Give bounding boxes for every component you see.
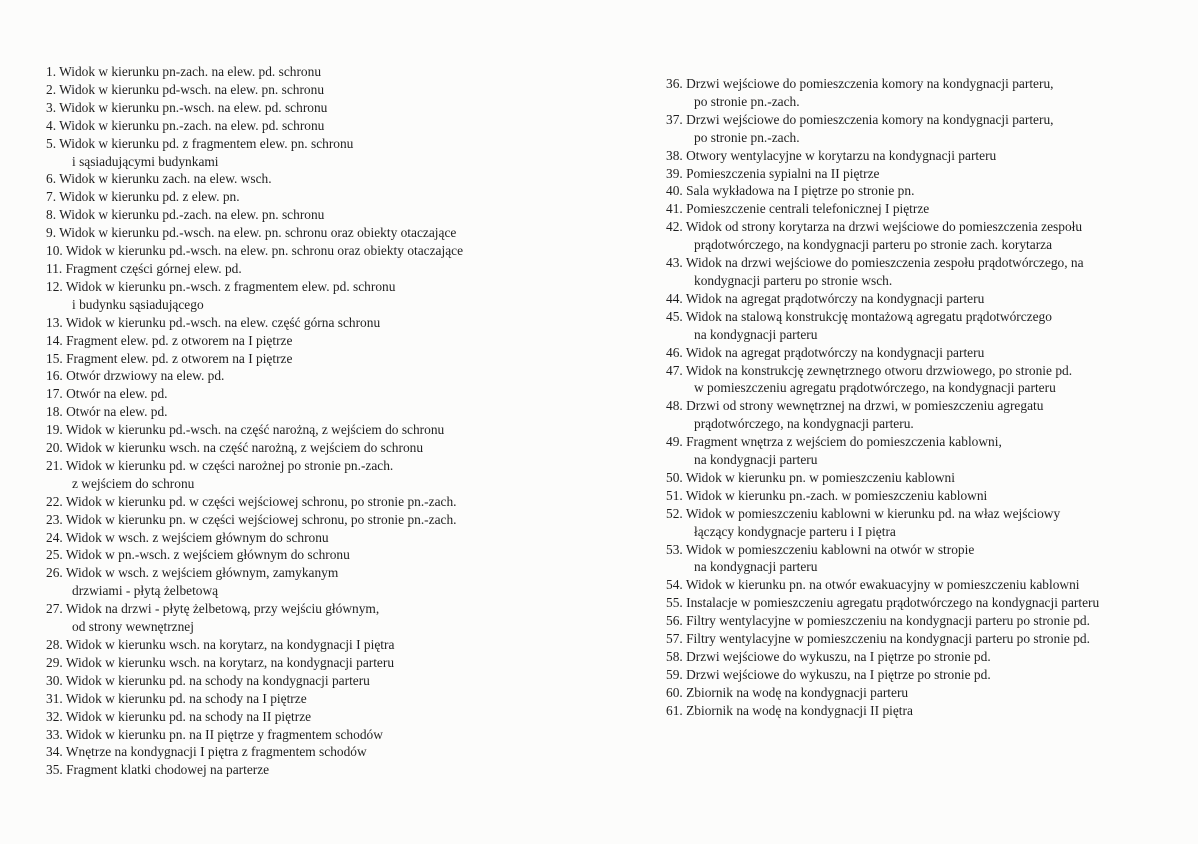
item-number: 28.	[46, 637, 63, 652]
item-number: 45.	[666, 308, 683, 324]
item-text-continuation: kondygnacji parteru po stronie wsch.	[694, 272, 893, 288]
list-item	[666, 147, 1186, 165]
list-item	[46, 117, 586, 135]
list-item	[46, 690, 586, 708]
list-item	[666, 254, 1186, 290]
item-number: 61.	[666, 702, 683, 718]
item-text: Widok w kierunku pd.-wsch. na elew. część górna schronu	[65, 314, 381, 330]
list-item	[46, 529, 586, 547]
item-number: 51.	[666, 487, 683, 503]
item-text-continuation: z wejściem do schronu	[72, 475, 195, 491]
item-text-continuation: prądotwórczego, na kondygnacji parteru.	[694, 416, 914, 432]
item-text: Fragment części górnej elew. pd.	[65, 260, 242, 276]
item-text-continuation: na kondygnacji parteru	[694, 559, 818, 575]
item-number: 31.	[46, 690, 63, 706]
item-text: Widok w kierunku pd-wsch. na elew. pn. schronu	[59, 81, 325, 97]
item-text: Widok w kierunku pd. na schody na II piętrze	[65, 708, 312, 724]
item-number: 50.	[666, 469, 683, 485]
item-number: 14.	[46, 332, 63, 348]
item-text: Widok w kierunku pd. na schody na I piętrze	[65, 690, 307, 706]
list-item	[46, 564, 586, 600]
item-text-continuation: po stronie pn.-zach.	[694, 93, 800, 109]
item-number: 26.	[46, 565, 63, 581]
photo-list-left	[46, 63, 586, 779]
item-number: 17.	[46, 386, 63, 402]
item-text: Widok w kierunku wsch. na część narożną, z wejściem do schronu	[65, 440, 424, 456]
item-text: Widok w kierunku pd. w części wejściowej schronu, po stronie pn.-zach.	[65, 493, 457, 509]
item-number: 21.	[46, 457, 63, 473]
list-item	[666, 218, 1186, 254]
item-text: Widok na agregat prądotwórczy na kondygnacji parteru	[685, 290, 985, 306]
item-number: 53.	[666, 541, 683, 557]
item-text: Widok w kierunku pn. w części wejściowej schronu, po stronie pn.-zach.	[65, 511, 457, 527]
list-item	[46, 170, 586, 188]
item-text: Widok w kierunku pn. w pomieszczeniu kablowni	[685, 469, 955, 485]
item-text: Widok w kierunku pd. z elew. pn.	[59, 189, 240, 205]
item-number: 46.	[666, 344, 683, 360]
item-text: Widok w kierunku pn.-wsch. na elew. pd. schronu	[59, 99, 328, 115]
list-item	[46, 242, 586, 260]
item-number: 29.	[46, 654, 63, 670]
item-number: 6.	[46, 171, 57, 187]
list-item	[666, 576, 1186, 594]
item-number: 57.	[666, 631, 683, 647]
item-number: 44.	[666, 290, 683, 306]
item-text: Widok w kierunku pd.-wsch. na część narożną, z wejściem do schronu	[65, 422, 445, 438]
item-number: 22.	[46, 493, 63, 509]
list-item	[46, 403, 586, 421]
list-item	[666, 648, 1186, 666]
list-item	[666, 344, 1186, 362]
item-number: 42.	[666, 219, 683, 235]
item-number: 52.	[666, 505, 683, 521]
list-item	[666, 469, 1186, 487]
list-item	[46, 421, 586, 439]
list-item	[666, 630, 1186, 648]
item-text: Widok w pomieszczeniu kablowni na otwór w stropie	[685, 541, 975, 557]
item-text: Widok na agregat prądotwórczy na kondygnacji parteru	[685, 344, 985, 360]
item-text-continuation: na kondygnacji parteru	[694, 326, 818, 342]
list-item	[666, 594, 1186, 612]
item-text: Widok w kierunku pd. na schody na kondygnacji parteru	[65, 672, 370, 688]
item-number: 1.	[46, 64, 57, 79]
item-number: 55.	[666, 595, 683, 611]
item-text: Otwory wentylacyjne w korytarzu na kondygnacji parteru	[686, 147, 997, 163]
list-item	[46, 600, 586, 636]
item-number: 20.	[46, 440, 63, 456]
list-item	[46, 332, 586, 350]
item-text: Widok w kierunku wsch. na korytarz, na kondygnacji I piętra	[65, 637, 395, 652]
item-text: Otwór na elew. pd.	[66, 404, 168, 420]
item-text: Drzwi wejściowe do wykuszu, na I piętrze po stronie pd.	[686, 649, 991, 664]
item-text: Drzwi wejściowe do pomieszczenia komory na kondygnacji parteru,	[686, 76, 1054, 91]
photo-list-right	[666, 75, 1186, 720]
item-text: Widok w kierunku wsch. na korytarz, na kondygnacji parteru	[65, 654, 395, 670]
list-item	[46, 439, 586, 457]
item-text: Drzwi wejściowe do wykuszu, na I piętrze po stronie pd.	[686, 666, 991, 682]
item-text: Widok na stalową konstrukcję montażową agregatu prądotwórczego	[685, 308, 1052, 324]
item-text: Widok w kierunku pn.-zach. w pomieszczeniu kablowni	[685, 487, 988, 503]
item-number: 40.	[666, 183, 683, 199]
list-item	[46, 278, 586, 314]
item-text: Wnętrze na kondygnacji I piętra z fragmentem schodów	[65, 744, 367, 760]
item-number: 16.	[46, 368, 63, 384]
list-item	[666, 111, 1186, 147]
list-item	[666, 433, 1186, 469]
item-text: Fragment elew. pd. z otworem na I piętrze	[66, 350, 293, 366]
item-number: 39.	[666, 165, 683, 181]
item-text: Pomieszczenia sypialni na II piętrze	[686, 165, 880, 181]
list-item	[46, 708, 586, 726]
item-number: 10.	[46, 243, 63, 259]
item-text: Filtry wentylacyjne w pomieszczeniu na kondygnacji parteru po stronie pd.	[686, 631, 1090, 647]
list-item	[666, 165, 1186, 183]
item-number: 43.	[666, 255, 683, 271]
item-text: Widok w kierunku pd.-wsch. na elew. pn. schronu oraz obiekty otaczające	[65, 243, 464, 259]
item-text: Widok w kierunku pn. na II piętrze y fragmentem schodów	[65, 726, 383, 742]
list-item	[46, 493, 586, 511]
item-number: 34.	[46, 744, 63, 760]
item-text: Fragment klatki chodowej na parterze	[66, 762, 270, 778]
list-item	[46, 636, 586, 654]
item-text: Zbiornik na wodę na kondygnacji parteru	[686, 684, 909, 700]
item-text: Otwór na elew. pd.	[66, 386, 168, 402]
item-text: Fragment wnętrza z wejściem do pomieszczenia kablowni,	[686, 434, 1002, 450]
item-text: Widok w kierunku pn.-zach. na elew. pd. schronu	[59, 117, 325, 133]
item-text: Widok od strony korytarza na drzwi wejściowe do pomieszczenia zespołu	[685, 219, 1083, 235]
list-item	[666, 200, 1186, 218]
list-item	[666, 612, 1186, 630]
item-text: Sala wykładowa na I piętrze po stronie pn.	[686, 183, 915, 199]
list-item	[46, 99, 586, 117]
item-text: Fragment elew. pd. z otworem na I piętrze	[66, 332, 293, 348]
item-number: 3.	[46, 99, 57, 115]
item-number: 56.	[666, 613, 683, 629]
item-text: Widok w kierunku pd. w części narożnej po stronie pn.-zach.	[65, 457, 394, 473]
list-item	[46, 672, 586, 690]
item-number: 49.	[666, 434, 683, 450]
item-number: 15.	[46, 350, 63, 366]
list-item	[46, 761, 586, 779]
item-number: 32.	[46, 708, 63, 724]
item-number: 37.	[666, 111, 683, 127]
list-item	[666, 362, 1186, 398]
item-text: Widok w kierunku zach. na elew. wsch.	[59, 171, 272, 187]
list-item	[46, 743, 586, 761]
item-number: 54.	[666, 577, 683, 593]
list-item	[46, 63, 586, 81]
item-number: 36.	[666, 76, 683, 91]
list-item	[46, 367, 586, 385]
list-item	[46, 457, 586, 493]
item-text: Widok w kierunku pd.-zach. na elew. pn. schronu	[59, 207, 325, 223]
item-text: Drzwi wejściowe do pomieszczenia komory na kondygnacji parteru,	[686, 111, 1054, 127]
item-number: 11.	[46, 260, 63, 276]
item-text-continuation: od strony wewnętrznej	[72, 619, 194, 635]
list-item	[46, 206, 586, 224]
item-text-continuation: i sąsiadującymi budynkami	[72, 153, 219, 169]
item-text: Filtry wentylacyjne w pomieszczeniu na kondygnacji parteru po stronie pd.	[686, 613, 1090, 629]
item-text-continuation: na kondygnacji parteru	[694, 452, 818, 468]
list-item	[46, 188, 586, 206]
item-number: 41.	[666, 201, 683, 217]
item-number: 23.	[46, 511, 63, 527]
item-number: 9.	[46, 225, 57, 241]
list-item	[46, 654, 586, 672]
list-item	[46, 511, 586, 529]
item-number: 4.	[46, 117, 57, 133]
item-number: 5.	[46, 135, 57, 151]
item-number: 12.	[46, 278, 63, 294]
item-text: Zbiornik na wodę na kondygnacji II piętra	[686, 702, 913, 718]
item-number: 58.	[666, 649, 683, 664]
item-text: Widok w wsch. z wejściem głównym, zamykanym	[65, 565, 339, 581]
item-number: 60.	[666, 684, 683, 700]
item-text: Widok na drzwi - płytę żelbetową, przy wejściu głównym,	[65, 601, 380, 617]
item-number: 19.	[46, 422, 63, 438]
item-number: 8.	[46, 207, 57, 223]
item-text: Drzwi od strony wewnętrznej na drzwi, w pomieszczeniu agregatu	[686, 398, 1044, 414]
list-item	[666, 505, 1186, 541]
item-text: Widok w kierunku pn. na otwór ewakuacyjny w pomieszczeniu kablowni	[685, 577, 1080, 593]
item-number: 25.	[46, 547, 63, 563]
item-text: Widok w wsch. z wejściem głównym do schronu	[65, 529, 329, 545]
list-item	[666, 290, 1186, 308]
item-text: Widok w pn.-wsch. z wejściem głównym do schronu	[65, 547, 350, 563]
list-item	[666, 397, 1186, 433]
item-number: 47.	[666, 362, 683, 378]
list-item	[666, 182, 1186, 200]
list-item	[666, 684, 1186, 702]
item-number: 2.	[46, 81, 57, 97]
item-text: Widok w kierunku pn-zach. na elew. pd. schronu	[59, 64, 322, 79]
list-item	[666, 666, 1186, 684]
list-item	[46, 350, 586, 368]
item-text-continuation: prądotwórczego, na kondygnacji parteru po stronie zach. korytarza	[694, 237, 1053, 253]
list-item	[46, 224, 586, 242]
item-text: Otwór drzwiowy na elew. pd.	[66, 368, 225, 384]
item-number: 48.	[666, 398, 683, 414]
item-text-continuation: drzwiami - płytą żelbetową	[72, 583, 219, 599]
list-item	[46, 314, 586, 332]
item-number: 30.	[46, 672, 63, 688]
item-text-continuation: w pomieszczeniu agregatu prądotwórczego, na kondygnacji parteru	[694, 380, 1056, 396]
list-item	[46, 81, 586, 99]
item-text-continuation: po stronie pn.-zach.	[694, 129, 800, 145]
list-item	[666, 308, 1186, 344]
item-text: Pomieszczenie centrali telefonicznej I piętrze	[686, 201, 930, 217]
item-number: 59.	[666, 666, 683, 682]
item-number: 7.	[46, 189, 57, 205]
list-item	[666, 487, 1186, 505]
item-text: Widok w kierunku pn.-wsch. z fragmentem elew. pd. schronu	[65, 278, 396, 294]
item-text: Widok na konstrukcję zewnętrznego otworu drzwiowego, po stronie pd.	[685, 362, 1073, 378]
item-text: Instalacje w pomieszczeniu agregatu prądotwórczego na kondygnacji parteru	[686, 595, 1100, 611]
item-number: 13.	[46, 314, 63, 330]
list-item	[666, 75, 1186, 111]
item-text-continuation: łączący kondygnacje parteru i I piętra	[694, 523, 896, 539]
item-number: 24.	[46, 529, 63, 545]
list-item	[46, 385, 586, 403]
item-text: Widok w kierunku pd. z fragmentem elew. pn. schronu	[59, 135, 354, 151]
item-number: 35.	[46, 762, 63, 778]
list-item	[46, 260, 586, 278]
list-item	[666, 541, 1186, 577]
item-text: Widok w kierunku pd.-wsch. na elew. pn. schronu oraz obiekty otaczające	[59, 225, 457, 241]
item-number: 18.	[46, 404, 63, 420]
item-number: 38.	[666, 147, 683, 163]
item-text: Widok w pomieszczeniu kablowni w kierunku pd. na właz wejściowy	[685, 505, 1061, 521]
list-item	[46, 726, 586, 744]
item-text: Widok na drzwi wejściowe do pomieszczenia zespołu prądotwórczego, na	[685, 255, 1084, 271]
list-item	[46, 546, 586, 564]
list-item	[666, 702, 1186, 720]
item-number: 33.	[46, 726, 63, 742]
item-text-continuation: i budynku sąsiadującego	[72, 296, 204, 312]
list-item	[46, 135, 586, 171]
item-number: 27.	[46, 601, 63, 617]
